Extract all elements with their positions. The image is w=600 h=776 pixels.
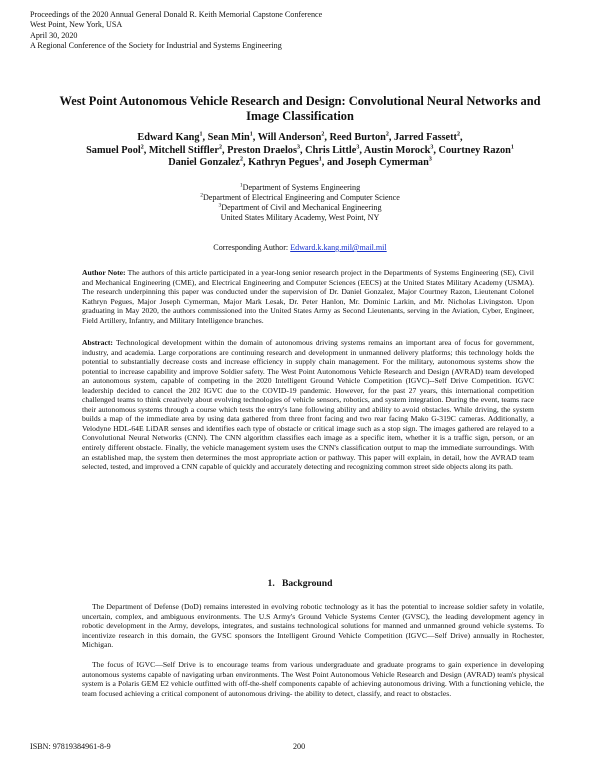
page-number: 200	[293, 742, 306, 751]
author-note-label: Author Note:	[82, 268, 126, 277]
conference-line: April 30, 2020	[30, 30, 78, 40]
corresponding-email-link[interactable]: Edward.k.kang.mil@mail.mil	[290, 243, 387, 252]
author-name: Joseph Cymerman	[346, 157, 429, 169]
body-paragraph: The Department of Defense (DoD) remains interested in evolving robotic technology as it has the potential to increase soldier safety in volatile, uncertain, complex, and ambiguous environments. The U.S Army's Ground Vehicle Systems Center (GVSC), the leading development agency in robotic development in the Army, develops, integrates, and sustains technological solutions for manned and unmanned ground vehicle systems. To incentivize research in this domain, the GVSC sponsors the Intelligent Ground Vehicle Competition (IGVC—Self Drive) annually in Rochester, Michigan.	[82, 602, 544, 650]
abstract	[82, 338, 534, 472]
author-name: Reed Burton	[329, 132, 386, 143]
author-affiliation-mark: 2	[239, 156, 243, 163]
author-note-text: The authors of this article participated in a year-long senior research project in the Departments of Systems Engineering (SE), Civil and Mechanical Engineering (CME), and Electrical Engineering and Computer Sciences (EECS) at the United States Military Academy (USMA). The research underpinning this paper was conducted under the supervision of Dr. Daniel Gonzalez, Major Courtney Razon, Lieutenant Colonel Kathryn Pegues, Major Joseph Cymerman, Major Mark Lesak, Dr. Peter Hanlon, Mr. Dominic Larkin, and Mr. Nicholas Livingston. Upon graduating in May 2020, the authors commissioned into the United States Army as Second Lieutenants, serving in the Aviation, Cyber, Engineer, Field Artillery, Infantry, and Military Intelligence branches.	[82, 268, 534, 325]
affiliation-number: 1	[239, 182, 243, 189]
author-affiliation-mark: 2	[140, 144, 144, 151]
author-name: Daniel Gonzalez	[168, 157, 240, 169]
author-affiliation-mark: 1	[249, 131, 253, 138]
conference-line: A Regional Conference of the Society for Industrial and Systems Engineering	[30, 41, 282, 51]
affiliation-number: 3	[218, 202, 222, 209]
affiliations	[60, 183, 540, 223]
section-number: 1.	[267, 578, 275, 589]
abstract-label: Abstract:	[82, 338, 113, 347]
conference-line: West Point, New York, USA	[30, 20, 123, 30]
affiliation-text: Department of Electrical Engineering and Computer Science	[202, 192, 400, 202]
institution: United States Military Academy, West Point, NY	[220, 212, 380, 222]
author-affiliation-mark: 3	[296, 144, 300, 151]
author-name: Preston Draelos	[227, 144, 297, 156]
author-affiliation-mark: 3	[356, 144, 360, 151]
author-name: Will Anderson	[257, 132, 322, 143]
author-affiliation-mark: 2	[218, 144, 222, 151]
author-affiliation-mark: 1	[318, 156, 322, 163]
paper-title: West Point Autonomous Vehicle Research and Design: Convolutional Neural Networks and Image Classification	[59, 94, 541, 123]
corresponding-author	[60, 243, 540, 252]
author-name: Austin Morock	[363, 144, 431, 156]
conference-line: Proceedings of the 2020 Annual General Donald R. Keith Memorial Capstone Conference	[30, 10, 323, 19]
affiliation-text: Department of Systems Engineering	[242, 183, 361, 192]
author-affiliation-mark: 2	[457, 131, 460, 138]
author-affiliation-mark: 1	[510, 144, 514, 151]
corresponding-label: Corresponding Author:	[213, 243, 289, 252]
isbn: ISBN: 97819384961-8-9	[30, 742, 111, 751]
author-name: Edward Kang	[137, 132, 200, 143]
author-affiliation-mark: 2	[385, 131, 389, 138]
author-affiliation-mark: 3	[428, 156, 432, 163]
conference-header	[30, 10, 322, 52]
author-affiliation-mark: 2	[321, 131, 325, 138]
author-name: Mitchell Stiffler	[148, 144, 219, 156]
section-title: Background	[281, 578, 333, 589]
author-name: Chris Little	[305, 144, 357, 156]
abstract-text: Technological development within the domain of autonomous driving systems remains an important area of focus for government, industry, and academia. Large corporations are continuing research and development in unmanned delivery platforms; this technology holds the potential to substantially decrease costs and increase efficiency in supply chain management. For the military, autonomous systems show the potential to increase capability and improve Soldier safety. The West Point Autonomous Vehicle Research and Design (AVRAD) team developed an autonomous system, capable of competing in the 2020 Intelligent Ground Vehicle Competition (IGVC)--Self Drive Competition. IGVC leadership decided to cancel the 202 IGVC due to the COVID-19 pandemic. However, for the past 27 years, this international competition challenged teams to think creatively about evolving technologies of vehicle sensors, robotics, and system integration. During the event, teams race their autonomous systems through a course which tests the entry's lane following ability and ability to avoid obstacles. While driving, the system builds a map of the immediate area by using data gathered from three front facing and two rear facing Mako G-319C cameras. Additionally, a Velodyne HDL-64E LiDAR senses and identifies each type of obstacle or critical image such as a stop sign. The images gathered are relayed to a Convolutional Neural Networks (CNN). The CNN algorithm classifies each image as a specific item, whether it is a traffic sign, person, or an entirely different obstacle. Finally, the vehicle management system uses the CNN's classification output to map the immediate surroundings. With an established map, the system then determines the most appropriate action or pathway. This paper will explain, in detail, how the AVRAD team selected, tested, and improved a CNN capable of quickly and accurately detecting and recognizing common street side objects along its path.	[82, 338, 534, 472]
affiliation-text: Department of Civil and Mechanical Engineering	[221, 202, 382, 212]
author-affiliation-mark: 3	[430, 144, 434, 151]
author-affiliation-mark: 1	[199, 131, 203, 138]
author-list: Edward Kang$^1$, Sean Min$^1$, Will Anderson$^2$, Reed Burton$^2$, Jarred Fassett$^2$, Samuel Pool$^2$, Mitchell Stiffler$^2$, Preston Draelos$^3$, Chris Little$^3$, Austin Morock$^3$, Courtney Razon$^1$ Daniel Gonzalez$^2$, Kathryn Pegues$^1$, and Joseph Cymerman$^3$	[86, 131, 514, 169]
author-name: Jarred Fassett	[393, 132, 457, 143]
body-paragraph: The focus of IGVC—Self Drive is to encourage teams from various undergraduate and graduate programs to gain experience in developing autonomous systems capable of navigating urban environments. The West Point Autonomous Vehicle Research and Design (AVRAD) team's physical system is a Polaris GEM E2 vehicle outfitted with off-the-shelf components capable of achieving autonomous driving. With a functioning vehicle, the team focused achieving a critical component of autonomous driving- the ability to detect, classify, and react to obstacles.	[82, 660, 544, 698]
section-heading	[60, 578, 540, 589]
author-name: Courtney Razon	[438, 144, 511, 156]
author-note	[82, 268, 534, 325]
author-conjunction: and	[326, 157, 344, 169]
author-name: Sean Min	[207, 132, 250, 143]
author-name: Kathryn Pegues	[248, 157, 319, 169]
author-name: Samuel Pool	[86, 144, 141, 156]
affiliation-number: 2	[200, 192, 203, 199]
